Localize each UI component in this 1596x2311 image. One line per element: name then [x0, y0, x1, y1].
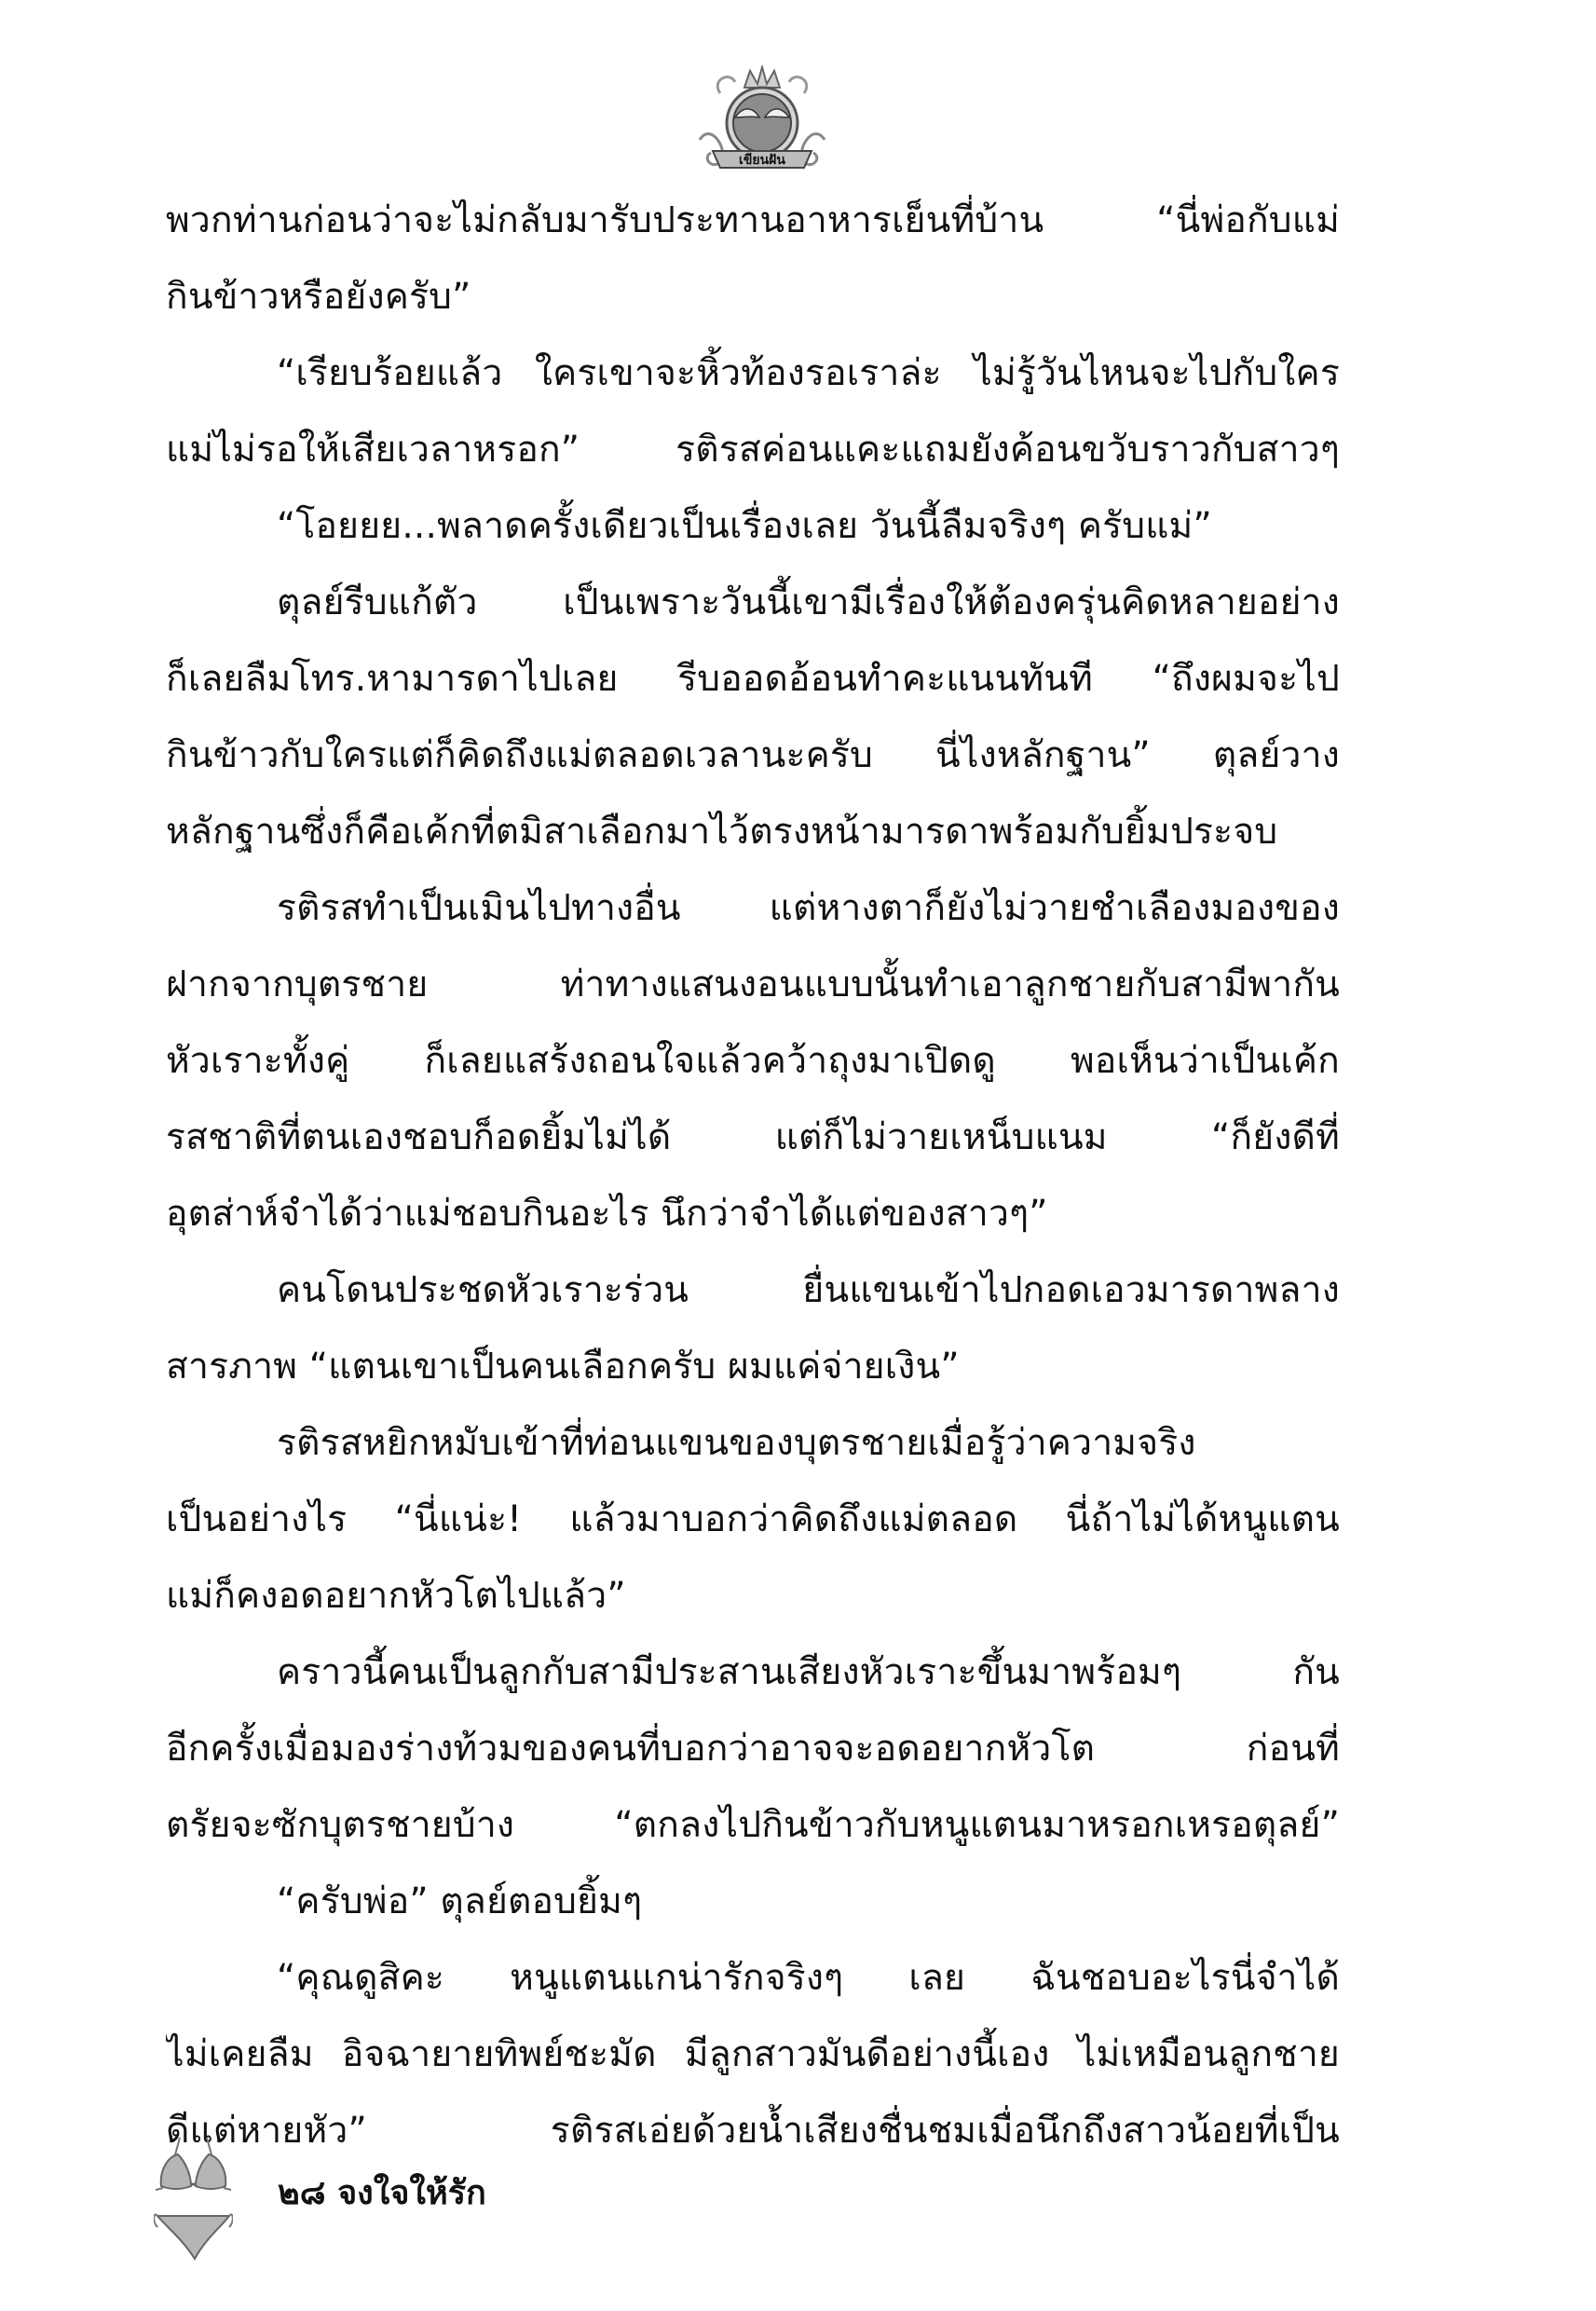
page-footer [278, 2166, 486, 2219]
text-line: รติรสทำเป็นเมินไปทางอื่น แต่หางตาก็ยังไม่วายชำเลืองมองของ [277, 887, 1340, 929]
text-line: “ครับพ่อ” ตุลย์ตอบยิ้มๆ [277, 1880, 643, 1922]
text-line: รติรสหยิกหมับเข้าที่ท่อนแขนของบุตรชายเมื่อรู้ว่าความจริง [277, 1422, 1196, 1464]
text-line: เป็นอย่างไร “นี่แน่ะ! แล้วมาบอกว่าคิดถึงแม่ตลอด นี่ถ้าไม่ได้หนูแตน [166, 1498, 1340, 1540]
text-line: แม่ไม่รอให้เสียเวลาหรอก” รติรสค่อนแคะแถมยังค้อนขวับราวกับสาวๆ [166, 429, 1340, 471]
text-line: “โอยยย...พลาดครั้งเดียวเป็นเรื่องเลย วันนี้ลืมจริงๆ ครับแม่” [277, 505, 1212, 547]
text-line: กินข้าวกับใครแต่ก็คิดถึงแม่ตลอดเวลานะครับ นี่ไงหลักฐาน” ตุลย์วาง [166, 734, 1340, 776]
text-line: ดีแต่หายหัว” รติรสเอ่ยด้วยน้ำเสียงชื่นชมเมื่อนึกถึงสาวน้อยที่เป็น [166, 2110, 1340, 2152]
emblem-text: เขียนฝัน [739, 153, 785, 168]
text-line: อุตส่าห์จำได้ว่าแม่ชอบกินอะไร นึกว่าจำได้แต่ของสาวๆ” [166, 1193, 1048, 1235]
text-line: ตุลย์รีบแก้ตัว เป็นเพราะวันนี้เขามีเรื่องให้ต้องครุ่นคิดหลายอย่าง [277, 581, 1340, 623]
text-line: อีกครั้งเมื่อมองร่างท้วมของคนที่บอกว่าอาจจะอดอยากหัวโต ก่อนที่ [166, 1728, 1340, 1770]
body-text [166, 183, 1340, 2169]
text-line: พวกท่านก่อนว่าจะไม่กลับมารับประทานอาหารเย็นที่บ้าน “นี่พ่อกับแม่ [166, 199, 1340, 241]
text-line: “คุณดูสิคะ หนูแตนแกน่ารักจริงๆ เลย ฉันชอบอะไรนี่จำได้ [277, 1957, 1340, 1999]
text-line: ไม่เคยลืม อิจฉายายทิพย์ชะมัด มีลูกสาวมันดีอย่างนี้เอง ไม่เหมือนลูกชาย [166, 2033, 1340, 2075]
bikini-icon [154, 2134, 233, 2264]
text-line: รสชาติที่ตนเองชอบก็อดยิ้มไม่ได้ แต่ก็ไม่วายเหน็บแนม “ก็ยังดีที่ [166, 1116, 1340, 1158]
book-title: จงใจให้รัก [337, 2173, 486, 2212]
text-line: แม่ก็คงอดอยากหัวโตไปแล้ว” [166, 1575, 626, 1617]
text-line: ก็เลยลืมโทร.หามารดาไปเลย รีบออดอ้อนทำคะแนนทันที “ถึงผมจะไป [166, 658, 1340, 700]
text-line: คนโดนประชดหัวเราะร่วน ยื่นแขนเข้าไปกอดเอวมารดาพลาง [277, 1269, 1340, 1311]
header-emblem-icon [692, 65, 832, 175]
page-number: ๒๘ [278, 2173, 326, 2212]
text-line: ตรัยจะซักบุตรชายบ้าง “ตกลงไปกินข้าวกับหนูแตนมาหรอกเหรอตุลย์” [166, 1804, 1340, 1846]
text-line: “เรียบร้อยแล้ว ใครเขาจะหิ้วท้องรอเราล่ะ ไม่รู้วันไหนจะไปกับใคร [277, 352, 1340, 394]
text-line: ฝากจากบุตรชาย ท่าทางแสนงอนแบบนั้นทำเอาลูกชายกับสามีพากัน [166, 964, 1340, 1005]
text-line: คราวนี้คนเป็นลูกกับสามีประสานเสียงหัวเราะขึ้นมาพร้อมๆ กัน [277, 1651, 1340, 1693]
text-line: สารภาพ “แตนเขาเป็นคนเลือกครับ ผมแค่จ่ายเงิน” [166, 1346, 960, 1388]
text-line: หลักฐานซึ่งก็คือเค้กที่ตมิสาเลือกมาไว้ตรงหน้ามารดาพร้อมกับยิ้มประจบ [166, 811, 1278, 853]
text-line: กินข้าวหรือยังครับ” [166, 276, 471, 318]
text-line: หัวเราะทั้งคู่ ก็เลยแสร้งถอนใจแล้วคว้าถุงมาเปิดดู พอเห็นว่าเป็นเค้ก [166, 1040, 1340, 1082]
